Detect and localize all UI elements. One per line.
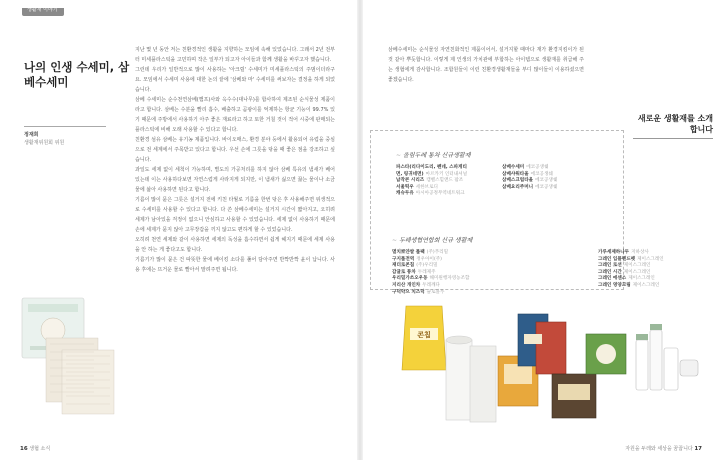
- list-item: 구덕약으 치즈덕 슬로볼푸: [392, 289, 445, 295]
- list-item: 감귤로 통차 두레제주: [392, 269, 436, 275]
- list-item: 삼베요리주머니 에코공생쉐: [502, 184, 558, 190]
- list-item: 재더로콘칩 (주)우리밀: [392, 263, 438, 269]
- list-item: 구지롤전역 정우아이(주): [392, 256, 442, 262]
- paper-rolls: [446, 336, 496, 422]
- box1-heading: [396, 150, 471, 159]
- list-item: 그레인 로션 제이스그레인: [598, 263, 651, 269]
- new-products-title: 새로운 생활재를 소개합니다: [637, 114, 713, 134]
- folio-left: [20, 445, 50, 452]
- folio-text-right: 자원을 두레와 세상을 꿈꿉니다: [625, 446, 693, 452]
- list-item: 파스타(리다이도리, 펜네, 스파게티: [396, 165, 467, 170]
- swirl-icon: ~: [396, 152, 402, 159]
- author-name: 정재희: [24, 132, 39, 138]
- cosmetic-bottles: [636, 324, 698, 390]
- new-products-rule: [633, 138, 713, 139]
- box1-list-right: [502, 165, 557, 191]
- new-products-photos: [386, 300, 704, 430]
- article-body-left: 지난 몇 년 동안 저는 친환경적인 생활을 지향하는 모임에 속해 있었습니다. 그래서 2년 전부터 미세플라스틱을 고민하며 작은 일부가 되고자 아이들과 함께 생활을 바꾸고자 했습니다. 그런데 우리가 일반적으로 많이 사용하는 '아크릴' 수세미가 미세플라스틱의 주범이더라구요. 모임에서 수세미 사용에 대한 논의 끝에 '삼베와 마' 수세미를 써보자는 결정을 하게 되었습니다. 삼베 수세미는 순수천연삼베(햄프)사와 옥수수(대나무)를 합사하여 제조된 순식물성 제품이라고 합니다. 삼베는 수분을 빨리 흡수, 배출하고 곰팡이를 억제하는 항균 기능이 99.7% 있기 때문에 주방에서 사용하기 아주 좋은 재료라고 하고 또한 거칠 것이 적어 시중에 판매되는 플라스틱에 비해 오래 사용할 수 있다고 합니다. 친환경 섬유 삼베는 유기농 제품입니다. 바이오매스, 환경 분야 등에서 활용되어 유럽을 중심으로 전 세계에서 주목받고 있다고 합니다. 우선 손에 그릇을 닦을 때 좋은 점을 강조하고 싶습니다. 과일도 세제 없이 세척이 가능하며, 별도의 가공처리를 하지 않아 삼베 특유의 냄새가 베어 있는데 이는 사용하다보면 자연스럽게 사라지게 되지만, 이 냄새가 싫으면 끓는 물이나 소금물에 삶아 사용하면 된다고 합니다. 기름이 많이 묻은 그릇은 설거지 전에 키친 타월로 기름을 한번 닦은 후 사용해주면 위생적으로 수세미를 사용할 수 있다고 합니다. 다 쓴 삼베수세미는 설거지 시간이 짧아지고, 오히려 세제가 남아있을 걱정이 없으니 안심하고 사용할 수 있었습니다. 세제 없이 사용하기 때문에 손에 세제가 묻지 않아 고무장갑을 끼지 않고도 편하게 할 수 있었습니다. 오히려 천연 세제와 같이 사용하면 세제의 독성을 흡수하면서 쉽게 헤지기 때문에 세제 사용을 안 하는 게 좋다고도 합니다. 기름기가 많이 묻은 건 따뜻한 물에 베이킹 소다를 풀어 담아주면 반짝반짝 윤이 납니다. 사용 후에는 뜨거운 물로 빨아서 말려주면 됩니다.: [135, 47, 335, 273]
- list-item: 지리산 개인차 두레깨다: [392, 282, 440, 288]
- list-item: 그레인 입플렌드펫 제이스그레인: [598, 256, 664, 262]
- folio-number-right: 17: [694, 446, 702, 452]
- folio-text-left: 생협 소식: [29, 446, 51, 452]
- box2-heading: [392, 235, 472, 244]
- list-item: 그레인 영양크림 제이스그레인: [598, 282, 660, 288]
- list-item: 우리밀가쓰오우동 해미원행자영농조합: [392, 276, 470, 282]
- list-item: 납작콘 시리즈 캠벨스힐앤드 팜조: [396, 178, 464, 184]
- list-item: 서울떡우 세한브로디: [396, 184, 438, 190]
- corn-chip-bag: [402, 306, 446, 370]
- box2-heading-text: 두레생협연합회 신규 생활재: [398, 237, 473, 244]
- list-item: 그레인 에센스 제이스그레인: [598, 276, 655, 282]
- list-item: 그레인 시간 제이스그레인: [598, 269, 651, 275]
- list-item: 가루세제하나두 지하상사: [598, 250, 649, 255]
- box2-list-right: [598, 250, 664, 290]
- article-body-right: 삼베수세미는 순식물성 자연친화적인 제품이어서, 설거지할 때마다 재가 환경지킴이가 된 것 같아 뿌듯합니다. 이렇게 제 인생의 가치관에 부합하는 아이템으로 생활재를 취급해 주는 생협에게 감사합니다. 조합원들이 이런 친환경생활재들을 부디 많이들이 이용하셨으면 좋겠습니다.: [388, 47, 584, 83]
- swirl-icon: ~: [392, 237, 398, 244]
- author-role: 생활재위원회 위원: [24, 140, 65, 146]
- list-item: 삼베수세미 에코공생쉐: [502, 165, 549, 170]
- list-item: 면, 링귀네면) 마르카키 인터내셔널: [396, 171, 468, 177]
- folio-right: [625, 445, 702, 452]
- list-item: 삼베샤워타올 에코공생쉐: [502, 171, 553, 177]
- dumpling-box: [586, 334, 626, 374]
- folio-number-left: 16: [20, 446, 28, 452]
- article-title: 나의 인생 수세미, 삼베수세미: [24, 60, 130, 89]
- noodle-bag: [552, 374, 596, 418]
- box1-list-left: [396, 165, 469, 198]
- box2-list-left: [392, 250, 469, 296]
- list-item: 삼베스크럽타올 에코공생쉐: [502, 178, 558, 184]
- author-block: [24, 126, 114, 147]
- list-item: 캐슈두유 아시아공정무역네트워크: [396, 191, 465, 197]
- pasta-packs: [518, 314, 566, 374]
- box1-heading-text: 올림두레 통차 신규생활재: [402, 152, 471, 159]
- list-item: 멸치뽀얀쌀 롤팩 (주)푸리밀: [392, 250, 449, 255]
- scrubber-product-photo: [18, 296, 120, 418]
- section-label: 생활재 이야기: [27, 7, 58, 13]
- corn-chip-label: 콘칩: [417, 331, 431, 339]
- author-rule: [24, 126, 106, 127]
